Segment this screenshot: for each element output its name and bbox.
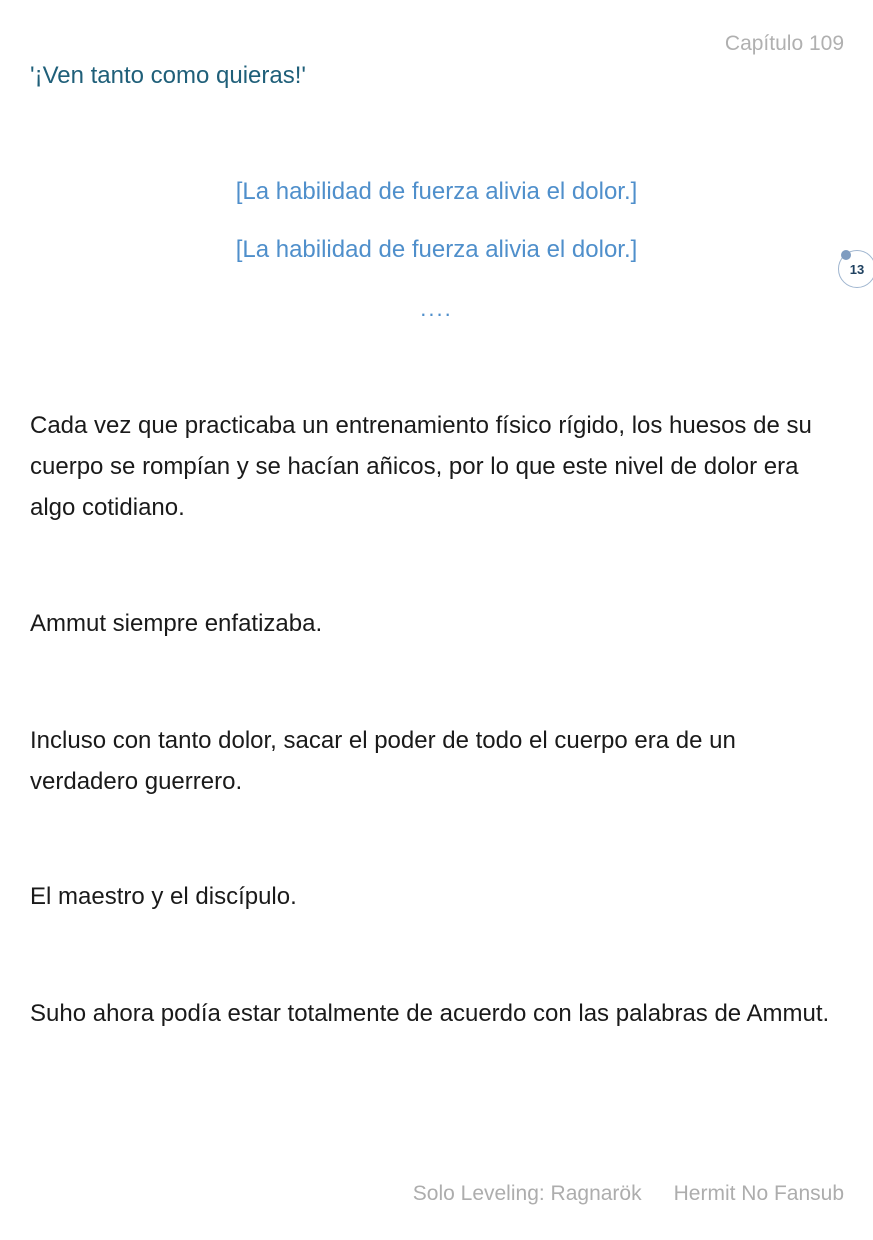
dialogue-quote: '¡Ven tanto como quieras!' [30, 62, 306, 89]
paragraph: Ammut siempre enfatizaba. [30, 610, 323, 637]
chapter-label: Capítulo 109 [724, 32, 844, 55]
paragraph: Cada vez que practicaba un entrenamiento físico rígido, los huesos de su cuerpo se rompían y se hacían añicos, por lo que este nivel de dolor era algo cotidiano. [30, 412, 812, 521]
system-message: [La habilidad de fuerza alivia el dolor.] [235, 236, 638, 263]
translator-credit: Hermit No Fansub [673, 1182, 844, 1205]
progress-dot-icon [841, 250, 851, 260]
system-message: [La habilidad de fuerza alivia el dolor.] [235, 178, 638, 205]
footer [413, 1182, 844, 1206]
paragraph: El maestro y el discípulo. [30, 883, 297, 910]
ellipsis: .... [420, 296, 453, 321]
page-number: 13 [849, 261, 865, 277]
novel-title: Solo Leveling: Ragnarök [412, 1182, 642, 1205]
paragraph: Incluso con tanto dolor, sacar el poder de todo el cuerpo era de un verdadero guerrero. [30, 727, 736, 795]
paragraph: Suho ahora podía estar totalmente de acuerdo con las palabras de Ammut. [30, 1000, 830, 1027]
